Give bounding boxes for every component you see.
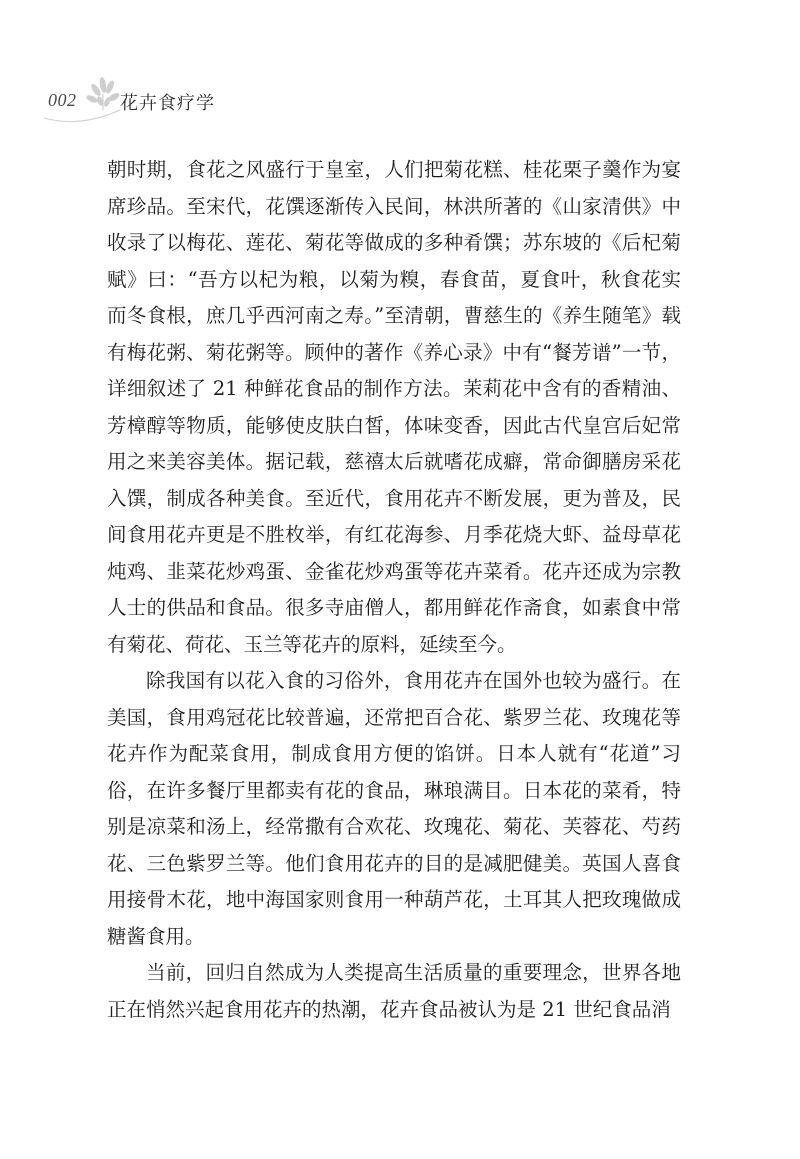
- page-number: 002: [48, 90, 77, 110]
- body-text: [107, 152, 681, 1028]
- paragraph: 朝时期，食花之风盛行于皇室，人们把菊花糕、桂花栗子羹作为宴席珍品。至宋代，花馔逐渐传入民间，林洪所著的《山家清供》中收录了以梅花、莲花、菊花等做成的多种肴馔；苏东坡的《后杞菊赋》曰：“吾方以杞为粮，以菊为糗，春食苗，夏食叶，秋食花实而冬食根，庶几乎西河南之寿。”至清朝，曹慈生的《养生随笔》载有梅花粥、菊花粥等。顾仲的著作《养心录》中有“餐芳谱”一节，详细叙述了 21 种鲜花食品的制作方法。茉莉花中含有的香精油、芳樟醇等物质，能够使皮肤白皙，体味变香，因此古代皇宫后妃常用之来美容美体。据记载，慈禧太后就嗜花成癖，常命御膳房采花入馔，制成各种美食。至近代，食用花卉不断发展，更为普及，民间食用花卉更是不胜枚举，有红花海参、月季花烧大虾、益母草花炖鸡、韭菜花炒鸡蛋、金雀花炒鸡蛋等花卉菜肴。花卉还成为宗教人士的供品和食品。很多寺庙僧人，都用鲜花作斋食，如素食中常有菊花、荷花、玉兰等花卉的原料，延续至今。: [107, 158, 681, 656]
- running-header: [40, 70, 340, 130]
- book-title: 花卉食疗学: [120, 93, 215, 114]
- paragraph: 除我国有以花入食的习俗外，食用花卉在国外也较为盛行。在美国，食用鸡冠花比较普遍，还常把百合花、紫罗兰花、玫瑰花等花卉作为配菜食用，制成食用方便的馅饼。日本人就有“花道”习俗，在许多餐厅里都卖有花的食品，琳琅满目。日本花的菜肴，特别是凉菜和汤上，经常撒有合欢花、玫瑰花、菊花、芙蓉花、芍药花、三色紫罗兰等。他们食用花卉的目的是减肥健美。英国人喜食用接骨木花，地中海国家则食用一种葫芦花，土耳其人把玫瑰做成糖酱食用。: [107, 669, 681, 948]
- paragraph: 当前，回归自然成为人类提高生活质量的重要理念，世界各地正在悄然兴起食用花卉的热潮，花卉食品被认为是 21 世纪食品消: [107, 961, 681, 1021]
